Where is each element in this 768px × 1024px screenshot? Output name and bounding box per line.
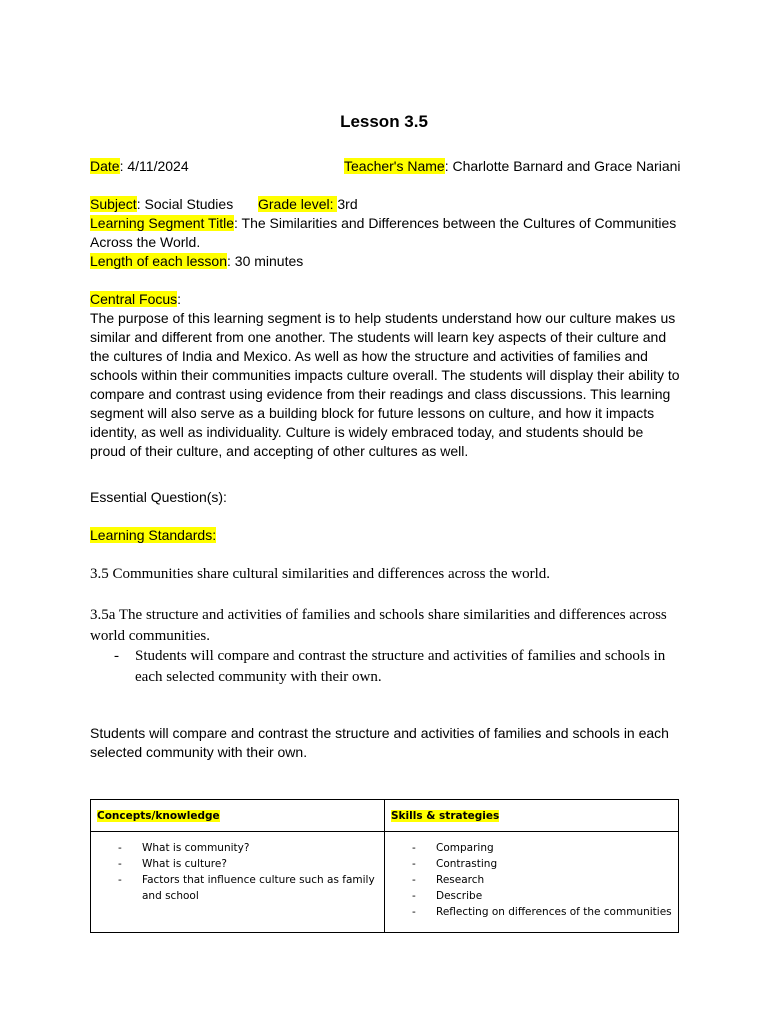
date-label: Date: [90, 158, 120, 174]
skill-item-text: Research: [436, 874, 485, 886]
skill-item-text: Contrasting: [436, 858, 498, 870]
central-focus-label: Central Focus: [90, 291, 178, 307]
concepts-list: [91, 840, 384, 904]
date-value: : 4/11/2024: [119, 158, 189, 174]
learning-standards-heading: [90, 526, 216, 545]
skill-item-text: Describe: [436, 890, 483, 902]
list-dash: -: [118, 858, 122, 870]
list-dash: -: [412, 842, 416, 854]
concept-item-text: Factors that influence culture such as family and school: [142, 874, 375, 902]
skills-cell: [385, 832, 679, 933]
standard-bullet-text: Students will compare and contrast the structure and activities of families and schools in each selected community with their own.: [135, 648, 666, 685]
concept-item: [91, 872, 384, 904]
page-title: Lesson 3.5: [340, 112, 428, 131]
grade-line: [258, 195, 358, 214]
list-dash: -: [118, 874, 122, 886]
central-focus-text: The purpose of this learning segment is to help students understand how our culture makes us similar and different from one another. The students will learn key aspects of their culture and the cultures of India and Mexico. As well as how the structure and activities of families and schools within their communities impacts culture overall. The students will display their ability to compare and contrast using evidence from their readings and class discussions. This learning segment will also serve as a building block for future lessons on culture, and how it impacts identity, as well as individuality. Culture is widely embraced today, and students should be proud of their culture, and accepting of other cultures as well.: [90, 310, 680, 459]
length-label: Length of each lesson: [90, 253, 227, 269]
skill-item: [385, 888, 678, 904]
bullet-dash: -: [114, 648, 119, 664]
essential-questions-heading: Essential Question(s):: [90, 489, 227, 505]
teacher-line: [344, 157, 681, 176]
concept-item: [91, 856, 384, 872]
skill-item: [385, 904, 678, 920]
concepts-skills-table: [90, 799, 679, 933]
skill-item: [385, 872, 678, 888]
concept-item-text: What is culture?: [142, 858, 227, 870]
concept-item: [91, 840, 384, 856]
central-focus-colon: :: [177, 291, 182, 307]
list-dash: -: [118, 842, 122, 854]
standard-bullet: [114, 646, 680, 687]
list-dash: -: [412, 906, 416, 918]
subject-line: [90, 195, 233, 214]
teacher-value: : Charlotte Barnard and Grace Nariani: [444, 158, 681, 174]
concept-item-text: What is community?: [142, 842, 250, 854]
length-value: : 30 minutes: [227, 253, 304, 269]
skill-item-text: Reflecting on differences of the communities: [436, 906, 672, 918]
standard-3-5: 3.5 Communities share cultural similarities and differences across the world.: [90, 566, 551, 582]
skills-header: Skills & strategies: [391, 809, 500, 822]
segment-label: Learning Segment Title: [90, 215, 234, 231]
summary-text: Students will compare and contrast the structure and activities of families and schools in each selected community with their own.: [90, 725, 669, 760]
skill-item: [385, 840, 678, 856]
list-dash: -: [412, 858, 416, 870]
grade-label: Grade level:: [258, 196, 338, 212]
concepts-cell: [91, 832, 385, 933]
length-line: [90, 252, 303, 271]
list-dash: -: [412, 874, 416, 886]
teacher-label: Teacher's Name: [344, 158, 445, 174]
segment-value: : The Similarities and Differences between the Cultures of Communities Across the World.: [90, 215, 677, 250]
date-line: [90, 157, 189, 176]
list-dash: -: [412, 890, 416, 902]
subject-label: Subject: [90, 196, 137, 212]
concepts-header-cell: [91, 800, 385, 832]
learning-standards-label: Learning Standards:: [90, 527, 217, 543]
grade-value: 3rd: [337, 196, 358, 212]
skills-header-cell: [385, 800, 679, 832]
subject-value: : Social Studies: [136, 196, 234, 212]
skill-item: [385, 856, 678, 872]
central-focus-heading: [90, 290, 181, 309]
concepts-header: Concepts/knowledge: [97, 809, 220, 822]
skills-list: [385, 840, 678, 920]
skill-item-text: Comparing: [436, 842, 494, 854]
segment-title-line: [90, 214, 682, 252]
standard-3-5a: 3.5a The structure and activities of families and schools share similarities and differences across world communities.: [90, 607, 667, 644]
